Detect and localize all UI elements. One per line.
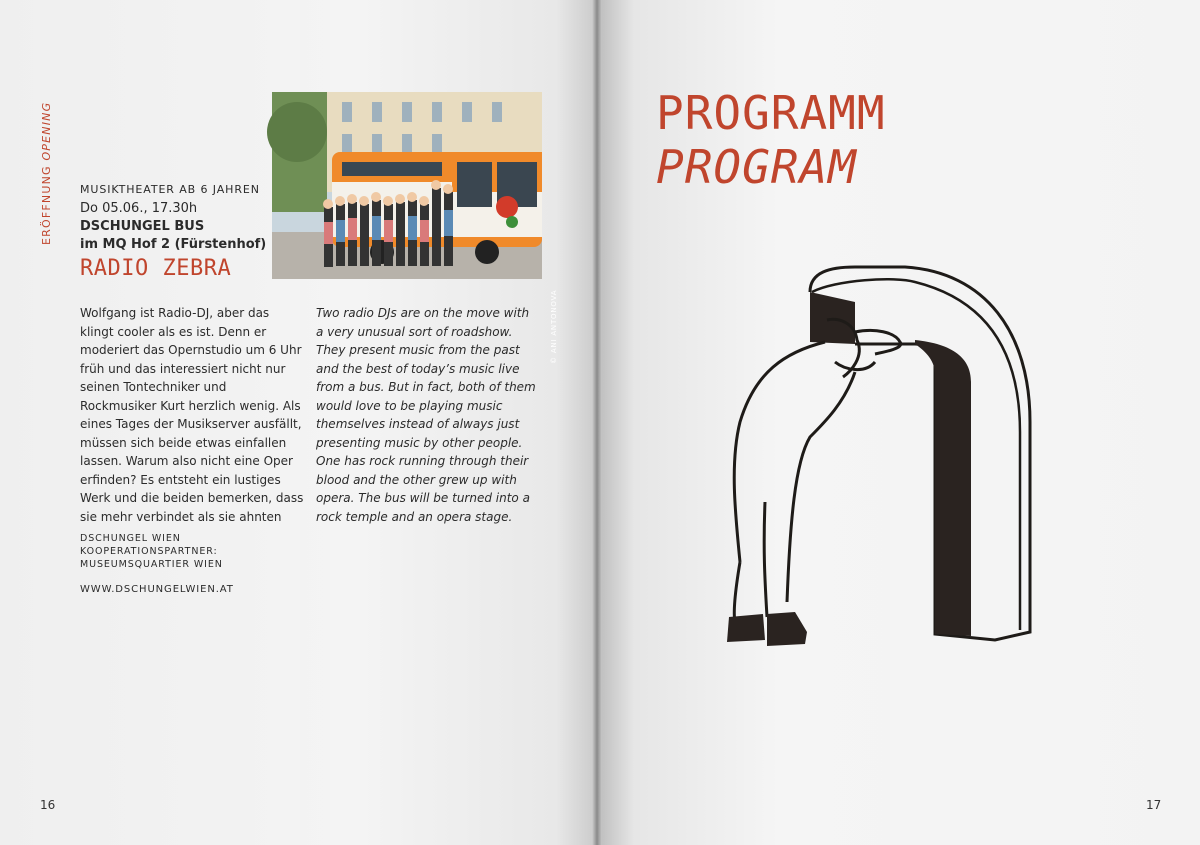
- photo-credit: © ANI ANTONOVA: [550, 289, 558, 364]
- event-category: MUSIKTHEATER AB 6 JAHREN: [80, 183, 260, 196]
- description-english: Two radio DJs are on the move with a very unusual sort of roadshow. They present music from the past and the best of today’s music live from a bus. But in fact, both of them would love to be playing music themselves instead of always just presenting music by other people. One has rock running through their blood and the other grew up with opera. The bus will be turned into a rock temple and an opera stage.: [316, 306, 536, 524]
- arch-illustration: [715, 262, 1055, 662]
- program-title: [656, 86, 886, 194]
- event-info: [80, 183, 270, 281]
- event-venue-detail: im MQ Hof 2 (Fürstenhof): [80, 237, 267, 252]
- bus-photo-image: [272, 92, 542, 279]
- section-label-en: OPENING: [40, 101, 53, 161]
- website-link[interactable]: WWW.DSCHUNGELWIEN.AT: [80, 584, 234, 595]
- illustration-person-arch: [715, 262, 1055, 666]
- partner-line: KOOPERATIONSPARTNER:: [80, 546, 218, 557]
- left-page: [0, 0, 598, 845]
- page-number-right: 17: [1146, 798, 1162, 812]
- description-german: Wolfgang ist Radio-DJ, aber das klingt cooler als es ist. Denn er moderiert das Opernstudio um 6 Uhr früh und das interessiert nicht nur seinen Tontechniker und Rockmusiker Kurt herzlich wenig. Als eines Tages der Musikserver ausfällt, müssen sich beide etwas einfallen lassen. Warum also nicht eine Oper erfinden? Es entsteht ein lustiges Werk und die beiden bemerken, dass sie mehr verbindet als sie ahnten: [80, 306, 304, 524]
- bus-photo: [272, 92, 558, 364]
- partner-line: MUSEUMSQUARTIER WIEN: [80, 559, 223, 570]
- event-date: Do 05.06., 17.30h: [80, 201, 198, 216]
- section-label-de: ERÖFFNUNG: [40, 165, 53, 245]
- book-gutter: [592, 0, 602, 845]
- event-venue: DSCHUNGEL BUS: [80, 219, 205, 234]
- program-title-de: PROGRAMM: [656, 86, 886, 140]
- partner-line: DSCHUNGEL WIEN: [80, 533, 181, 544]
- partners-block: [80, 532, 223, 571]
- event-title: RADIO ZEBRA: [80, 256, 232, 281]
- page-number-left: 16: [40, 798, 56, 812]
- program-title-en: PROGRAM: [656, 140, 857, 194]
- section-label: [40, 102, 53, 245]
